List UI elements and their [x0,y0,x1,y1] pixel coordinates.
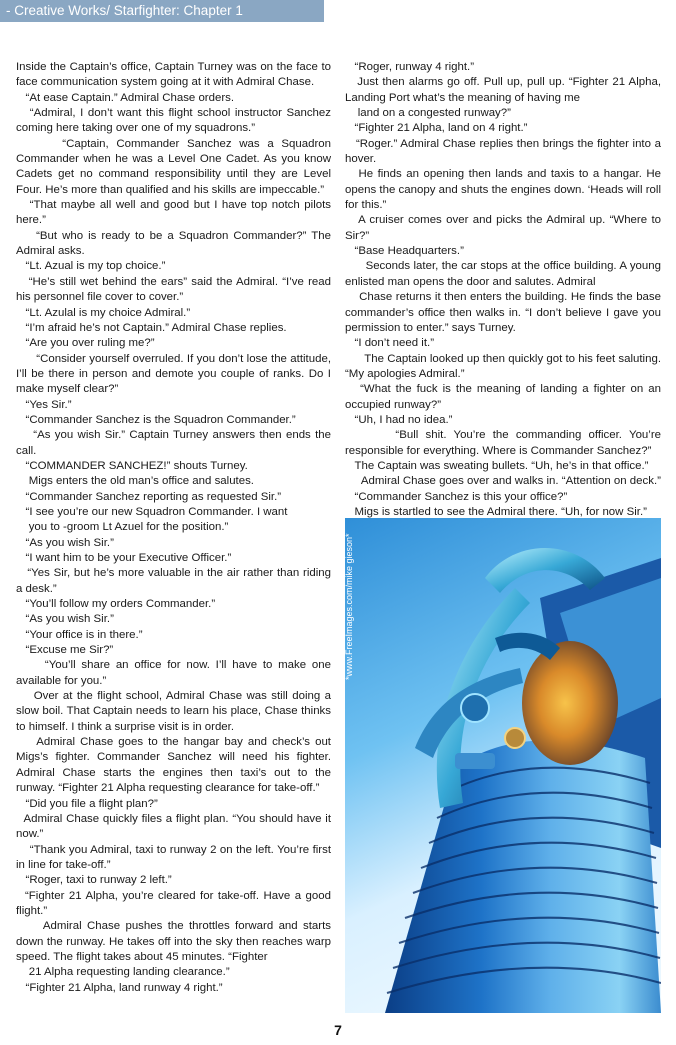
paragraph: Migs is startled to see the Admiral there. “Uh, for now Sir.” [345,505,647,518]
paragraph: you to -groom Lt Azuel for the position.” [16,521,229,534]
paragraph: “Consider yourself overruled. If you don’t lose the attitude, I’ll be there in person and demote you couple of ranks. Do I make myself clear?” [16,352,331,396]
paragraph: Inside the Captain’s office, Captain Turney was on the face to face communication system going at it with Admiral Chase. [16,61,331,89]
left-text-column [16,60,331,996]
paragraph: Chase returns it then enters the building. He finds the base commander’s office then walks in. “I don’t believe I gave you permission to enter.” says Turney. [345,291,661,334]
paragraph: “Bull shit. You’re the commanding officer. You’re responsible for everything. Where is Commander Sanchez?” [345,429,661,457]
paragraph: “Thank you Admiral, taxi to runway 2 on the left. You’re first in line for take-off.” [16,843,331,871]
paragraph: “Lt. Azulal is my choice Admiral.” [16,306,191,319]
paragraph: “I want him to be your Executive Officer.” [16,552,232,564]
paragraph: 21 Alpha requesting landing clearance.” [16,966,230,979]
page-number: 7 [334,1022,342,1038]
paragraph: “Fighter 21 Alpha, you’re cleared for take-off. Have a good flight.” [16,889,331,917]
paragraph: “What the fuck is the meaning of landing a fighter on an occupied runway?” [345,383,661,411]
paragraph: “As you wish Sir.” Captain Turney answers then ends the call. [16,429,331,457]
paragraph: “Commander Sanchez is the Squadron Commander.” [16,413,296,426]
paragraph: Admiral Chase goes to the hangar bay and check’s out Migs’s fighter. Commander Sanchez will need his fighter. Admiral Chase starts the engines then taxi’s out to the runway. “Fighter 21 Alpha requesting clearance for take-off.” [16,736,331,795]
paragraph: The Captain was sweating bullets. “Uh, he’s in that office.” [345,459,649,472]
right-text-column [345,60,661,520]
paragraph: “COMMANDER SANCHEZ!” shouts Turney. [16,459,248,472]
paragraph: “Yes Sir.” [16,398,72,411]
paragraph: “Excuse me Sir?” [16,644,114,657]
paragraph: “Roger.” Admiral Chase replies then brings the fighter into a hover. [345,137,661,166]
paragraph: Admiral Chase quickly files a flight plan. “You should have it now.” [16,812,331,841]
paragraph: “As you wish Sir.” [16,613,114,626]
section-header: - Creative Works/ Starfighter: Chapter 1 [0,0,324,22]
paragraph: “That maybe all well and good but I have top notch pilots here.” [16,199,331,227]
paragraph: Over at the flight school, Admiral Chase was still doing a slow boil. That Captain needs to learn his place, Chase thinks to himself. I think a surprise visit is in order. [16,690,331,733]
paragraph: “Fighter 21 Alpha, land on 4 right.” [345,122,528,135]
paragraph: “He’s still wet behind the ears” said the Admiral. “I’ve read his personnel file cover to cover.” [16,275,331,304]
rocket-engine-photo [345,518,661,1013]
paragraph: Admiral Chase pushes the throttles forward and starts down the runway. He takes off into the sky then reaches warp speed. The flight takes about 45 minutes. “Fighter [16,920,331,963]
paragraph: “Roger, taxi to runway 2 left.” [16,874,172,887]
paragraph: “Roger, runway 4 right.” [345,61,475,73]
paragraph: “Did you file a flight plan?” [16,797,158,810]
paragraph: Just then alarms go off. Pull up, pull up. “Fighter 21 Alpha, Landing Port what’s the meaning of having me [345,76,661,104]
paragraph: “I see you’re our new Squadron Commander. I want [16,505,288,518]
paragraph: Admiral Chase goes over and walks in. “Attention on deck.” [345,475,661,488]
paragraph: The Captain looked up then quickly got to his feet saluting. “My apologies Admiral.” [345,352,661,380]
paragraph: “Are you over ruling me?” [16,337,155,350]
paragraph: Migs enters the old man’s office and salutes. [16,475,254,488]
paragraph: “Your office is in there.” [16,628,143,641]
paragraph: “As you wish Sir.” [16,536,114,549]
photo-credit: *www.FreeImages.com/mike gieson* [344,533,354,680]
paragraph: land on a congested runway?” [345,107,511,120]
paragraph: “I don’t need it.” [345,337,435,350]
paragraph: “Commander Sanchez is this your office?” [345,490,568,503]
paragraph: “You’ll share an office for now. I’ll have to make one available for you.” [16,659,331,687]
paragraph: He finds an opening then lands and taxis to a hangar. He opens the canopy and shuts the engines down. ‘Heads will roll for this.” [345,168,661,212]
paragraph: “Fighter 21 Alpha, land runway 4 right.” [16,981,223,994]
paragraph: “I’m afraid he’s not Captain.” Admiral Chase replies. [16,321,287,334]
paragraph: Seconds later, the car stops at the office building. A young enlisted man opens the door and salutes. Admiral [345,260,661,288]
paragraph: “Admiral, I don’t want this flight school instructor Sanchez coming here taking over one of my squadrons.” [16,107,331,135]
paragraph: “Base Headquarters.” [345,245,464,258]
paragraph: “Captain, Commander Sanchez was a Squadron Commander when he was a Level One Cadet. As you know Cadets get no command responsibility until they are Level Four. He’s more than qualified and his skills are impeccable.” [16,137,331,196]
paragraph: “You’ll follow my orders Commander.” [16,598,216,611]
paragraph: “Uh, I had no idea.” [345,413,453,426]
paragraph: “Yes Sir, but he’s more valuable in the air rather than riding a desk.” [16,567,331,595]
paragraph: “At ease Captain.” Admiral Chase orders. [16,91,235,104]
paragraph: “Lt. Azual is my top choice.” [16,260,166,273]
paragraph: A cruiser comes over and picks the Admiral up. “Where to Sir?” [345,214,661,242]
paragraph: “But who is ready to be a Squadron Commander?” The Admiral asks. [16,229,331,258]
paragraph: “Commander Sanchez reporting as requested Sir.” [16,490,282,503]
